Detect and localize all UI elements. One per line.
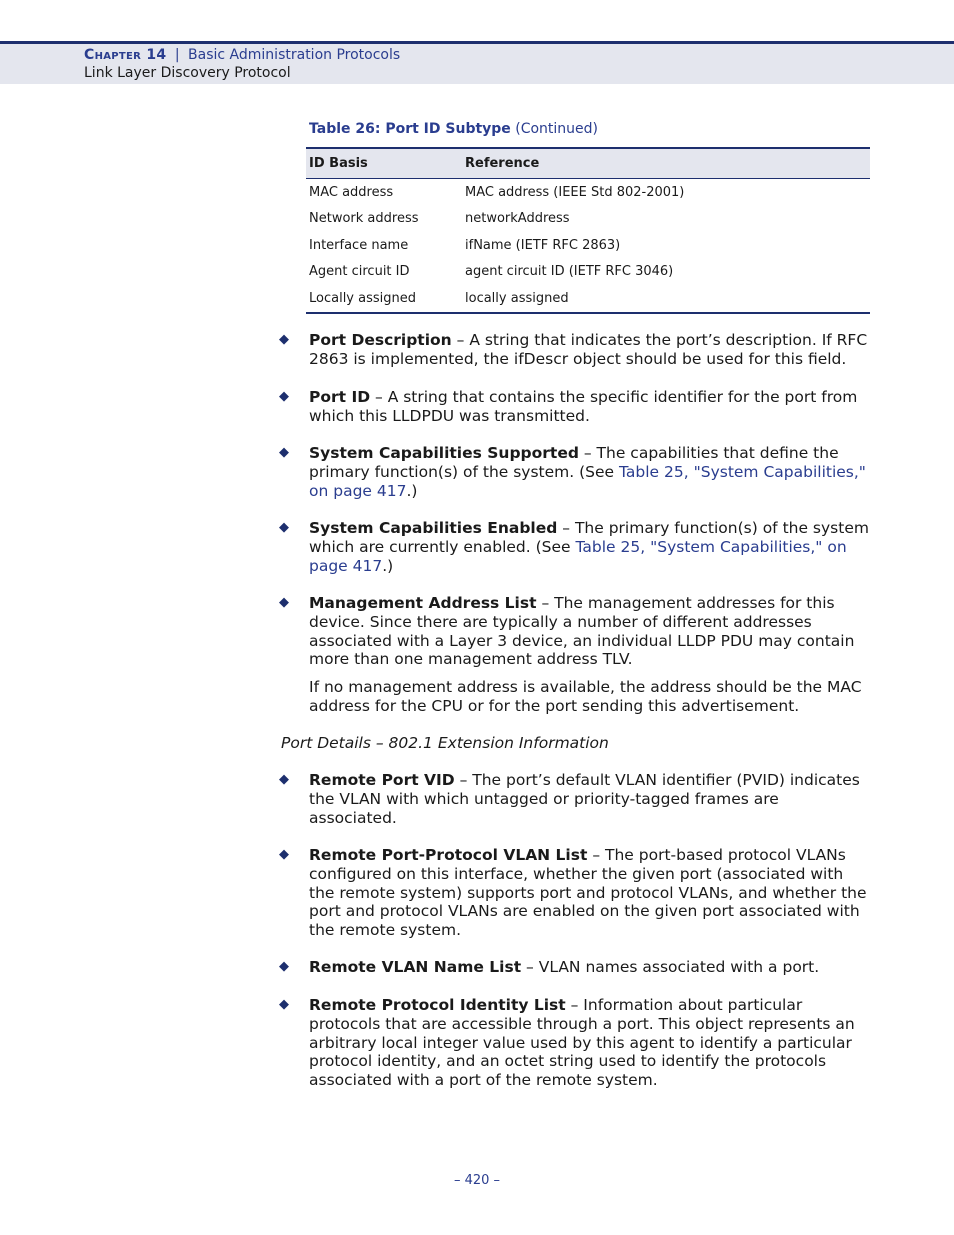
bullet-term: Management Address List xyxy=(309,594,537,612)
bullet-term: Port ID xyxy=(309,388,371,406)
bullet-term: Port Description xyxy=(309,331,452,349)
bullet-diamond-icon: ◆ xyxy=(279,772,289,787)
bullet-text: – The primary function(s) of the system which are currently enabled. (See xyxy=(309,519,869,556)
cell-reference: agent circuit ID (IETF RFC 3046) xyxy=(465,264,674,280)
table-row xyxy=(306,285,870,313)
bullet-text: – The capabilities that define the primary function(s) of the system. (See xyxy=(309,444,839,481)
chapter-line xyxy=(84,47,400,63)
table-row xyxy=(306,179,870,206)
bullet-diamond-icon: ◆ xyxy=(279,595,289,610)
bullet-remote-vlan-name-list xyxy=(279,958,871,977)
bullet-term: Remote Port-Protocol VLAN List xyxy=(309,846,588,864)
bullet-text: – The port’s default VLAN identifier (PVID) indicates the VLAN with which untagged or priority-tagged frames are associated. xyxy=(309,771,860,827)
bullet-term: Remote Protocol Identity List xyxy=(309,996,566,1014)
bullet-text: – The port-based protocol VLANs configured on this interface, whether the given port (associated with the remote system) supports port and protocol VLANs, and whether the port and protocol VLANs are enabled on the given port associated with the remote system. xyxy=(309,846,867,940)
bullet-text: – VLAN names associated with a port. xyxy=(521,958,820,976)
bullet-diamond-icon: ◆ xyxy=(279,389,289,404)
bullet-system-capabilities-enabled xyxy=(279,519,871,575)
cell-id-basis: Network address xyxy=(309,211,419,227)
bullet-text: – The management addresses for this device. Since there are typically a number of different addresses associated with a Layer 3 device, an individual LLDP PDU may contain more than one management address TLV. xyxy=(309,594,855,669)
cell-id-basis: Agent circuit ID xyxy=(309,264,410,280)
bullet-text: – A string that contains the specific identifier for the port from which this LLDPDU was transmitted. xyxy=(309,388,858,425)
chapter-title: Basic Administration Protocols xyxy=(188,47,401,63)
bullet-text-tail: .) xyxy=(382,556,394,575)
chapter-label: Chapter 14 xyxy=(84,47,167,63)
cell-reference: ifName (IETF RFC 2863) xyxy=(465,237,621,253)
bullet-remote-port-vid xyxy=(279,771,871,827)
table-row xyxy=(306,259,870,286)
table-caption xyxy=(309,121,598,137)
bullet-diamond-icon: ◆ xyxy=(279,445,289,460)
table-row xyxy=(306,232,870,259)
cell-reference: locally assigned xyxy=(462,285,870,313)
port-id-subtype-table xyxy=(306,147,870,314)
bullet-text: – Information about particular protocols that are accessible through a port. This object represents an arbitrary local integer value used by this agent to identify a particular protocol identity, and an octet string used to identify the protocols associated with a port of the remote system. xyxy=(309,996,855,1090)
cell-reference: MAC address (IEEE Std 802-2001) xyxy=(465,184,685,200)
system-capabilities-link[interactable]: Table 25, "System Capabilities," on page 417 xyxy=(309,537,847,575)
table-row xyxy=(306,206,870,233)
section-title: Link Layer Discovery Protocol xyxy=(84,65,291,81)
page-header xyxy=(0,41,954,84)
bullet-term: System Capabilities Enabled xyxy=(309,519,558,537)
cell-id-basis: Interface name xyxy=(309,237,409,253)
management-address-note: If no management address is available, the address should be the MAC address for the CPU or for the port sending this advertisement. xyxy=(309,678,862,715)
cell-id-basis: Locally assigned xyxy=(306,285,462,313)
bullet-remote-protocol-identity-list xyxy=(279,996,871,1090)
page-number: – 420 – xyxy=(453,1173,501,1188)
bullet-term: Remote VLAN Name List xyxy=(309,958,522,976)
table-caption-title: Table 26: Port ID Subtype xyxy=(309,121,511,137)
cell-reference: networkAddress xyxy=(465,211,570,227)
bullet-management-address-list xyxy=(279,594,871,669)
bullet-diamond-icon: ◆ xyxy=(279,997,289,1012)
bullet-diamond-icon: ◆ xyxy=(279,959,289,974)
table-header-row xyxy=(306,148,870,179)
bullet-diamond-icon: ◆ xyxy=(279,332,289,347)
column-header-id-basis: ID Basis xyxy=(306,148,462,179)
column-header-reference: Reference xyxy=(462,148,870,179)
table-caption-suffix: (Continued) xyxy=(515,121,599,137)
bullet-text: – A string that indicates the port’s description. If RFC 2863 is implemented, the ifDescr object should be used for this field. xyxy=(309,331,868,368)
subheading-port-details: Port Details – 802.1 Extension Information xyxy=(281,734,609,752)
bullet-port-description xyxy=(279,331,871,369)
header-separator: | xyxy=(174,47,180,63)
bullet-remote-port-protocol-vlan-list xyxy=(279,846,871,940)
bullet-term: Remote Port VID xyxy=(309,771,455,789)
system-capabilities-link[interactable]: Table 25, "System Capabilities," on page 417 xyxy=(309,462,866,500)
bullet-text-tail: .) xyxy=(406,481,418,500)
bullet-diamond-icon: ◆ xyxy=(279,847,289,862)
bullet-port-id xyxy=(279,388,871,426)
bullet-term: System Capabilities Supported xyxy=(309,444,579,462)
bullet-diamond-icon: ◆ xyxy=(279,520,289,535)
cell-id-basis: MAC address xyxy=(309,184,394,200)
bullet-system-capabilities-supported xyxy=(279,444,871,500)
